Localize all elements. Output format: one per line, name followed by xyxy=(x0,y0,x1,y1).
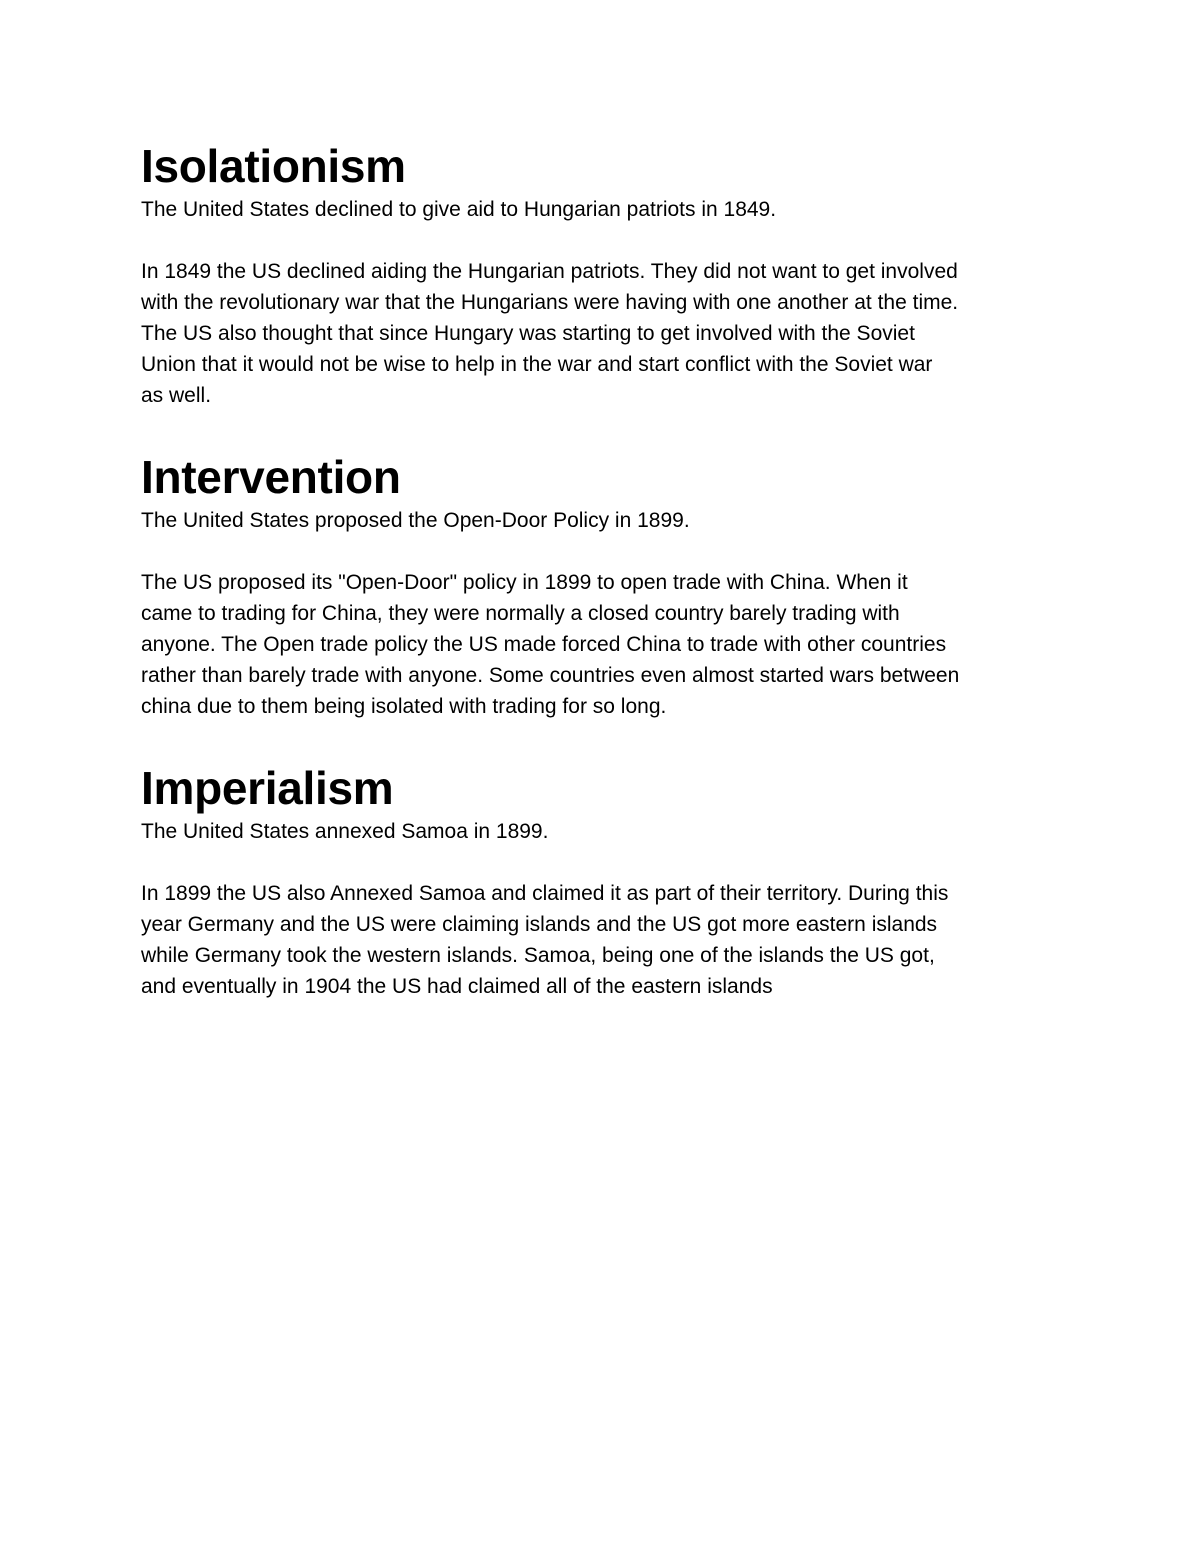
section-heading: Imperialism xyxy=(141,762,394,814)
body-line: with the revolutionary war that the Hungarians were having with one another at the time. xyxy=(141,291,959,314)
body-line: Union that it would not be wise to help in the war and start conflict with the Soviet war xyxy=(141,353,933,376)
section-heading: Intervention xyxy=(141,451,401,503)
body-line: came to trading for China, they were normally a closed country barely trading with xyxy=(141,602,900,625)
section-summary: The United States proposed the Open-Door Policy in 1899. xyxy=(141,509,690,532)
body-line: while Germany took the western islands. Samoa, being one of the islands the US got, xyxy=(141,944,935,967)
body-line: In 1899 the US also Annexed Samoa and claimed it as part of their territory. During this xyxy=(141,882,949,905)
body-line: and eventually in 1904 the US had claimed all of the eastern islands xyxy=(141,975,773,998)
section-body xyxy=(141,878,1071,1002)
body-line: anyone. The Open trade policy the US made forced China to trade with other countries xyxy=(141,633,947,656)
section-imperialism xyxy=(141,762,1071,1002)
body-line: The US proposed its "Open-Door" policy in 1899 to open trade with China. When it xyxy=(141,571,908,594)
section-body xyxy=(141,256,1071,411)
body-line: The US also thought that since Hungary was starting to get involved with the Soviet xyxy=(141,322,915,345)
section-body xyxy=(141,567,1071,722)
body-line: In 1849 the US declined aiding the Hungarian patriots. They did not want to get involved xyxy=(141,260,958,283)
body-line: rather than barely trade with anyone. Some countries even almost started wars between xyxy=(141,664,960,687)
body-line: as well. xyxy=(141,384,212,407)
section-intervention xyxy=(141,451,1071,722)
section-heading: Isolationism xyxy=(141,140,406,192)
section-summary: The United States annexed Samoa in 1899. xyxy=(141,820,549,843)
body-line: year Germany and the US were claiming islands and the US got more eastern islands xyxy=(141,913,938,936)
body-line: china due to them being isolated with trading for so long. xyxy=(141,695,667,718)
section-isolationism xyxy=(141,140,1071,411)
section-summary: The United States declined to give aid to Hungarian patriots in 1849. xyxy=(141,198,777,221)
